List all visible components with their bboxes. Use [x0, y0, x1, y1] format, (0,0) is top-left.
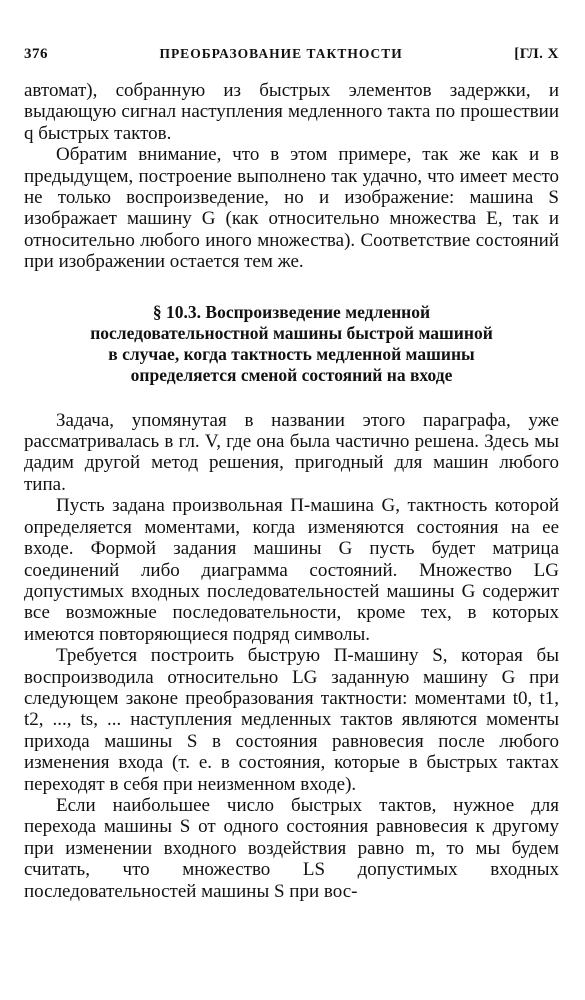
paragraph: Обратим внимание, что в этом примере, так же как и в предыдущем, построение выполнено так удачно, что имеет место не только воспроизведение, но и изображение: машина S изображает машину G (как относительно множества E, так и относительно любого иного множества). Соответствие состояний при изображении остается тем же.	[24, 144, 559, 273]
page-body	[24, 80, 559, 902]
section-heading-line: определяется сменой состояний на входе	[130, 364, 453, 385]
paragraph: Задача, упомянутая в названии этого параграфа, уже рассматривалась в гл. V, где она была частично решена. Здесь мы дадим другой метод решения, пригодный для машин любого типа.	[24, 409, 559, 495]
section-heading-line: в случае, когда тактность медленной машины	[108, 343, 475, 364]
paragraph: Требуется построить быструю П-машину S, которая бы воспроизводила относительно LG заданную машину G при следующем законе преобразования тактности: моментами t0, t1, t2, ..., ts, ... наступления медленных тактов являются моменты прихода машины S в состояния равновесия после любого изменения входа (т. е. в состояния, которые в быстрых тактах переходят в себя при неизменном входе).	[24, 645, 559, 795]
section-heading-line: § 10.3. Воспроизведение медленной	[152, 301, 431, 322]
paragraph-continued: автомат), собранную из быстрых элементов задержки, и выдающую сигнал наступления медленного такта по прошествии q быстрых тактов.	[24, 80, 559, 144]
chapter-marker: [ГЛ. X	[514, 46, 559, 62]
paragraph: Пусть задана произвольная П-машина G, тактность которой определяется моментами, когда изменяются состояния на ее входе. Формой задания машины G пусть будет матрица соединений либо диаграмма состояний. Множество LG допустимых входных последовательностей машины G содержит все возможные последовательности, кроме тех, в которых имеются повторяющиеся подряд символы.	[24, 495, 559, 645]
section-heading-line: последовательностной машины быстрой машиной	[90, 322, 493, 343]
section-heading	[24, 302, 559, 386]
running-title: ПРЕОБРАЗОВАНИЕ ТАКТНОСТИ	[159, 46, 403, 61]
paragraph: Если наибольшее число быстрых тактов, нужное для перехода машины S от одного состояния равновесия к другому при изменении входного воздействия равно m, то мы будем считать, что множество LS допустимых входных последовательностей машины S при вос-	[24, 794, 559, 902]
running-header	[24, 46, 559, 63]
page-number: 376	[24, 46, 48, 62]
